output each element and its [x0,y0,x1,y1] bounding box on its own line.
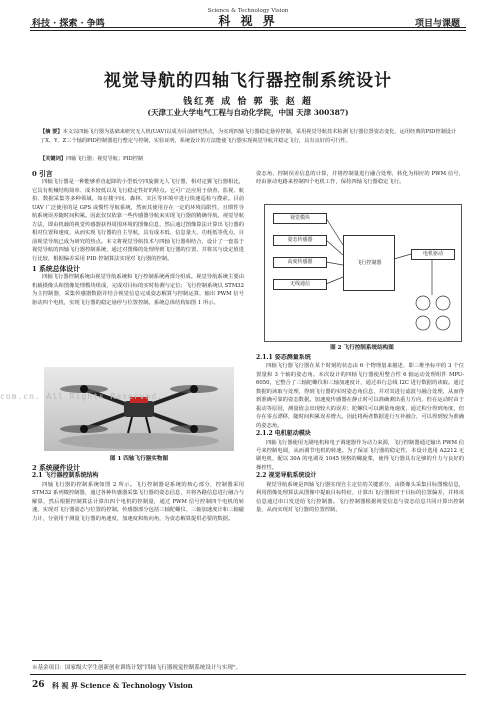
subsection-heading: 2.1.2 电机驱动模块 [256,430,311,438]
section-body: 视觉导航系统是四轴飞行器实现自主定位的关键部分，由摄像头采集目标图像信息，利用图像处理算法从图像中提取目标特征，计算出飞行器相对于目标的位置偏差，并将该信息通过串口发送给飞行控制器。飞行控制器根据视觉信息与姿态信息共同计算出控制量，从而实现对飞行器的位置控制。 [256,481,464,514]
journal-title: 科 视 界 [218,14,278,28]
section-body: 四轴飞行器控制系统由视觉导航系统和飞行控制系统两部分组成。视觉导航系统主要由机载摄像头和图像处理模块组成，完成对目标的实时检测与定位；飞行控制系统以 STM32 为主控制器，采集传感器数据并结合视觉信息完成姿态解算与控制运算，输出 PWM 信号驱动四个电机，实现飞行器的稳定悬停与位置控制。系统总体结构如图 1 所示。 [32,274,244,306]
footnote-rule [32,660,102,661]
header-rule [30,27,466,28]
abstract-label: 【摘 要】 [40,129,63,135]
control-system-diagram [264,204,462,342]
section-heading: 1 系统总体设计 [32,264,80,273]
section-body: 四轴飞行器使用无刷电机和电子调速器作为动力来源，飞行控制器通过输出 PWM 信号来控制电调，从而调节电机的转速。为了保证飞行器的稳定性，本设计选用 A2212 无刷电机，配以 30A 的电调及 1045 规格的螺旋桨，使得飞行器具有足够的升力与良好的操控性。 [256,439,464,471]
section-body: 四轴飞行器飞行器在某个时刻的状态由 6 个物理量来描述，即三维坐标中的 3 个位置量和 3 个轴的姿态角。本次设计的四轴飞行器使用整合性 6 轴运动处理组件 MPU-6050，它整合了三轴陀螺仪和三轴加速度计，通过串行总线 I2C 进行数据的读取。通过数据的读取与处理，得到飞行器的实时姿态角信息，并对其进行滤波与融合处理，从而得到准确可靠的姿态数据。加速度传感器在静止时可以准确测出重力方向，但在运动时由于振动等原因，测量值会出现较大的误差；陀螺仪可以测量角速度，通过积分得到角度，但存在零点漂移，随时间积累误差增大。因此将两者数据进行互补融合，可以得到较为准确的姿态角。 [256,363,464,429]
journal-english-name: Science & Technology Vision [207,8,289,14]
keywords [40,155,460,162]
figure-1-caption: 图 1 四轴飞行器实物图 [109,456,169,462]
diagram-box: 姿态传感器 [273,235,327,246]
section-heading: 2 系统硬件设计 [32,464,80,472]
abstract-text: 本文以四轴飞行器为基础来研究无人机(UAV)以成为目前研究热点，为实现四轴飞行器稳定悬停控制，采用视觉导航技术检测飞行器位置姿态变化，运用经典的PID控制设计了X、Y、Z三个轴的PID控制器进行整定与控制，实验证明，系统设计的方法能使飞行器实现视觉导航并稳定飞行，具有良好的可行性。 [40,129,457,144]
section-body: 姿态角、控制误差信息的计算，并将控制量进行融合处理，转化为相应的 PWM 信号，经由驱动电路来控制四个电机工作，保持四轴飞行器稳定飞行。 [256,171,464,186]
figure-2-caption: 图 2 飞行控制系统结构图 [330,345,394,351]
section-heading: 0 引言 [32,170,53,178]
quadcopter-photo [44,367,234,451]
funding-footnote: ※基金项目：国家级大学生创新创业训练计划“四轴飞行器视觉控制系统设计与实现”。 [32,665,242,671]
article-authors: 钱红亮 成 恰 郭 张 赵 超 [183,97,313,107]
diagram-box: 飞行控制器 [343,235,395,291]
subsection-heading: 2.1 飞行器控制系统结构 [32,472,99,480]
right-column-bottom [256,354,464,654]
diagram-connectors [265,205,461,341]
subsection-heading: 2.2 视觉导航系统设计 [256,472,317,480]
keywords-text: 四轴飞行器；视觉导航；PID控制 [65,156,144,162]
header-rule-thin [30,30,466,31]
diagram-box: 无线通信 [273,279,327,290]
footer-journal: 科 视 界 Science & Technology Vision [52,681,193,690]
article-title: 视觉导航的四轴飞行器控制系统设计 [104,71,392,91]
abstract [40,128,460,145]
diagram-box: 高度传感器 [273,257,327,268]
quadcopter-drawing [44,367,234,451]
right-column-top [256,170,464,196]
page-number: 26 [32,680,45,690]
left-column-bottom [32,464,244,652]
keywords-label: 【关键词】 [40,156,66,162]
diagram-box: 视觉模块 [273,213,327,224]
left-column-top [32,170,244,364]
section-body: 四轴飞行器的控制系统如图 2 所示。飞行控制器是系统的核心部分，控制器采用 STM32 系列微控制器，通过各种传感器采集飞行器的姿态信息，并将各路信息进行融合与解算，然后根据控制算法计算出四个电机的控制量，通过 PWM 信号控制四个电机的转速，实现对飞行器姿态与位置的控制。传感器部分包括三轴陀螺仪、三轴加速度计和三轴磁力计，分别用于测量飞行器的角速度、加速度和航向角，为姿态解算提供必要的数据。 [32,481,244,522]
subsection-heading: 2.1.1 姿态测量系统 [256,354,311,361]
diagram-box: 电机驱动 [411,249,455,260]
header-left-label: 科技 · 探索 · 争鸣 [32,19,105,29]
footer-rule [30,674,466,675]
article-affiliation: (天津工业大学电气工程与自动化学院，中国 天津 300387) [147,108,349,117]
section-body: 四轴飞行器是一种能够垂直起降的小型低空四旋翼无人飞行器，相对定翼飞行器相比，它具有机械结构简单、成本较低以及飞行稳定性好的特点。它可广泛应用于侦查、监视、航拍、数据采集等多种领域，如在楼宇间、森林、灾区等环境中进行快速巡检与搜索。目前 UAV 广泛使用的是 GPS 或惯性导航系统，然而其使用存在一定的环境局限性，且惯性导航系统误差随时间积累。因此仅仅依靠一些传感器导航来实现飞行器的精确导航，视觉导航方法，即由机载的视觉传感器获得周围环境的图像信息，然后通过图像算法计算出飞行器的相对位置和速度，从而实现飞行器的自主导航，具有成本低、信息量大、功耗低等优点，目前视觉导航已成为研究的热点。本文将视觉导航技术与四轴飞行器相结合，设计了一套基于视觉导航的四轴飞行器控制系统，通过对图像的处理得到飞行器的位置，并将其与设定值进行比较，根据偏差采用 PID 控制算法实现对飞行器的控制。 [32,179,244,262]
watermark: com.cn. All Rights Reserved. [0,392,163,401]
header-section-label: 项目与课题 [414,19,460,29]
